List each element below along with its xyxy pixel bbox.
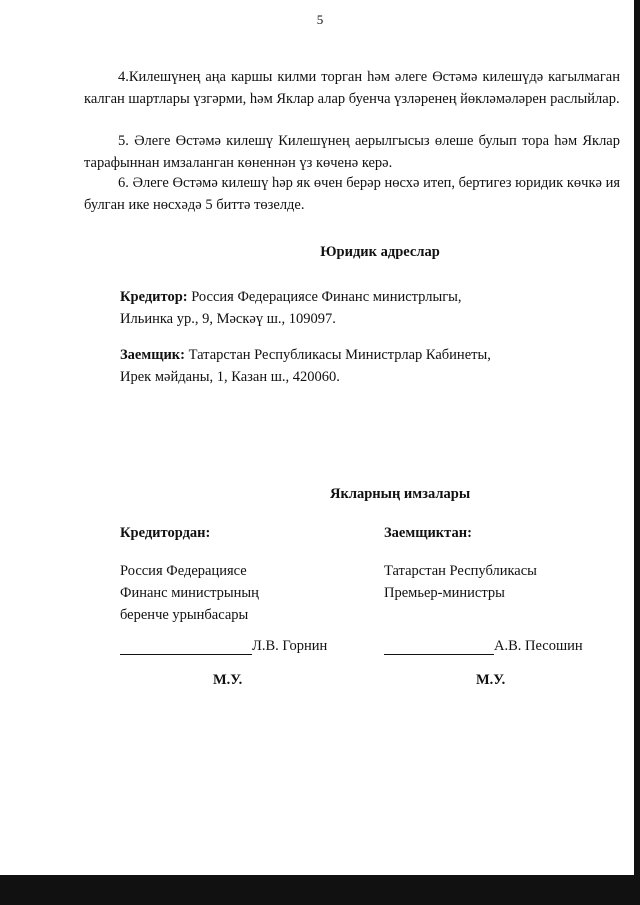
borrower-signatory-head: Заемщиктан: xyxy=(384,525,472,541)
paragraph-4 xyxy=(84,66,620,110)
creditor-signatory-line3: беренче урынбасары xyxy=(120,607,249,623)
borrower-signature-line xyxy=(384,638,583,655)
addresses-title: Юридик адреслар xyxy=(320,244,440,260)
seal-place-left: М.У. xyxy=(213,672,243,688)
scan-edge-bottom xyxy=(0,875,640,905)
borrower-signer-name: А.В. Песошин xyxy=(494,638,583,654)
borrower-address xyxy=(120,344,600,388)
paragraph-4-text: 4.Килешүнең аңа каршы килми торган һәм әлеге Өстәмә килешүдә кагылмаган калган шартлары үзгәрми, һәм Яклар алар буенча үзләренең йөкләмәләрен раслыйлар. xyxy=(84,69,620,107)
borrower-label: Заемщик: xyxy=(120,347,185,363)
paragraph-5-text: 5. Әлеге Өстәмә килешү Килешүнең аерылгысыз өлеше булып тора һәм Яклар тарафыннан имзаланган көненнән үз көченә керә. xyxy=(84,133,620,171)
signature-blank xyxy=(120,640,252,655)
paragraph-6-text: 6. Әлеге Өстәмә килешү һәр як өчен берәр нөсхә итеп, бертигез юридик көчкә ия булган ике нөсхәдә 5 биттә төзелде. xyxy=(84,175,620,213)
paragraph-6 xyxy=(84,172,620,216)
seal-place-right: М.У. xyxy=(476,672,506,688)
signature-blank xyxy=(384,640,494,655)
creditor-address xyxy=(120,286,600,330)
creditor-signatory-line1: Россия Федерациясе xyxy=(120,563,247,579)
creditor-label: Кредитор: xyxy=(120,289,188,305)
creditor-signature-line xyxy=(120,638,327,655)
creditor-address-line2: Ильинка ур., 9, Мәскәү ш., 109097. xyxy=(120,311,336,327)
borrower-signatory xyxy=(384,522,624,604)
borrower-signatory-line1: Татарстан Республикасы xyxy=(384,563,537,579)
creditor-signatory-head: Кредитордан: xyxy=(120,525,211,541)
signatures-title: Якларның имзалары xyxy=(330,486,471,502)
creditor-signatory-line2: Финанс министрының xyxy=(120,585,259,601)
page-number: 5 xyxy=(316,12,324,27)
borrower-signatory-line2: Премьер-министры xyxy=(384,585,505,601)
creditor-address-line1: Россия Федерациясе Финанс министрлыгы, xyxy=(187,289,462,305)
borrower-address-line2: Ирек мәйданы, 1, Казан ш., 420060. xyxy=(120,369,340,385)
scan-edge-right xyxy=(634,0,640,905)
creditor-signatory xyxy=(120,522,360,626)
paragraph-5 xyxy=(84,130,620,174)
creditor-signer-name: Л.В. Горнин xyxy=(252,638,328,654)
borrower-address-line1: Татарстан Республикасы Министрлар Кабинеты, xyxy=(185,347,491,363)
